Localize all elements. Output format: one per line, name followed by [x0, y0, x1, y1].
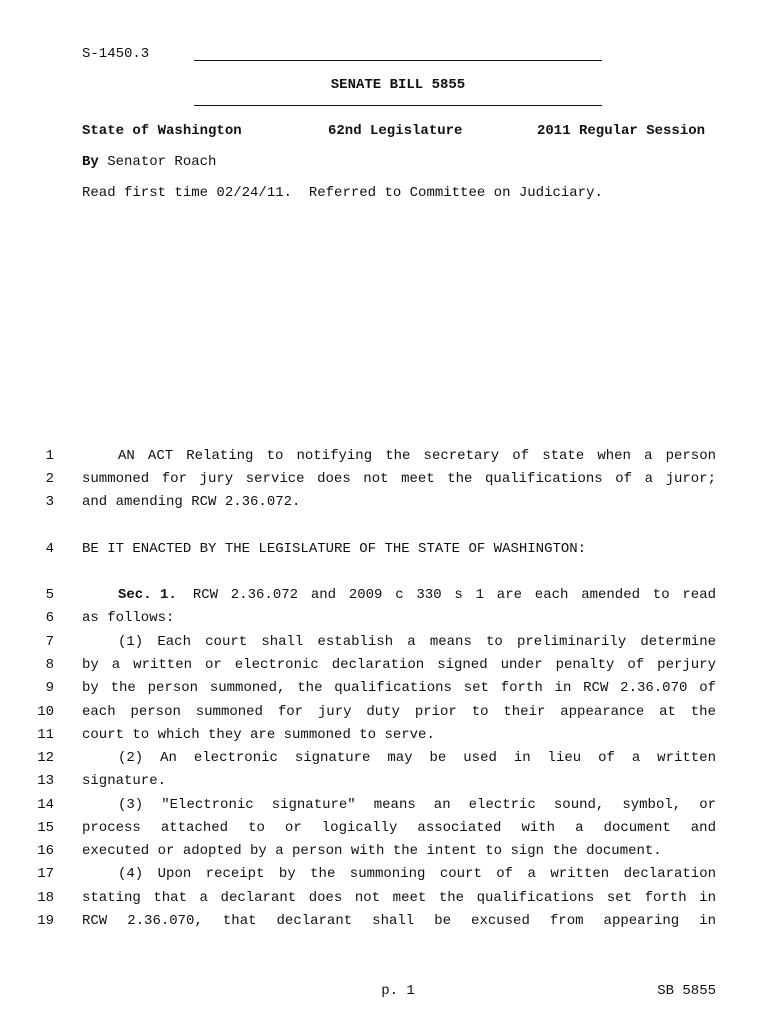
legislature-label: 62nd Legislature: [328, 123, 463, 139]
body-line: as follows:: [82, 610, 175, 626]
line-number: 19: [37, 913, 54, 929]
line-number: 12: [37, 750, 54, 766]
sponsor-line: [82, 154, 216, 171]
body-line: (3) "Electronic signature" means an electric sound, symbol, or: [118, 797, 716, 813]
line-number: 2: [45, 471, 54, 487]
state-label: State of Washington: [82, 123, 242, 139]
body-line: by the person summoned, the qualifications set forth in RCW 2.36.070 of: [82, 680, 716, 696]
line-number: 18: [37, 890, 54, 906]
header-rule-top: [194, 60, 602, 61]
body-line: executed or adopted by a person with the intent to sign the document.: [82, 843, 662, 859]
body-line: (2) An electronic signature may be used in lieu of a written: [118, 750, 716, 766]
body-line: court to which they are summoned to serve.: [82, 727, 435, 743]
bill-title: SENATE BILL 5855: [330, 77, 466, 93]
line-number: 1: [45, 448, 54, 464]
body-line: (4) Upon receipt by the summoning court of a written declaration: [118, 866, 716, 882]
body-line: process attached to or logically associated with a document and: [82, 820, 716, 836]
line-number: 9: [45, 680, 54, 696]
body-line: RCW 2.36.070, that declarant shall be excused from appearing in: [82, 913, 716, 929]
body-line: (1) Each court shall establish a means to preliminarily determine: [118, 634, 716, 650]
body-line: and amending RCW 2.36.072.: [82, 494, 301, 510]
line-number: 15: [37, 820, 54, 836]
line-number: 7: [45, 634, 54, 650]
body-line: each person summoned for jury duty prior to their appearance at the: [82, 704, 716, 720]
section-heading: Sec. 1.: [118, 587, 177, 603]
body-line: BE IT ENACTED BY THE LEGISLATURE OF THE STATE OF WASHINGTON:: [82, 541, 587, 557]
body-line: AN ACT Relating to notifying the secretary of state when a person: [118, 448, 716, 464]
body-line: signature.: [82, 773, 167, 789]
line-number: 6: [45, 610, 54, 626]
footer-bill-ref: SB 5855: [657, 983, 716, 999]
read-first-line: Read first time 02/24/11. Referred to Committee on Judiciary.: [82, 185, 603, 201]
sponsor-name: Senator Roach: [107, 154, 217, 170]
body-line: summoned for jury service does not meet the qualifications of a juror;: [82, 471, 716, 487]
sponsor-prefix: By: [82, 154, 99, 170]
line-number: 5: [45, 587, 54, 603]
line-number: 10: [37, 704, 54, 720]
line-number: 17: [37, 866, 54, 882]
body-line: by a written or electronic declaration signed under penalty of perjury: [82, 657, 716, 673]
line-number: 8: [45, 657, 54, 673]
line-number: 16: [37, 843, 54, 859]
line-number: 13: [37, 773, 54, 789]
line-number: 11: [37, 727, 54, 743]
page-number: p. 1: [381, 983, 415, 999]
body-line: stating that a declarant does not meet the qualifications set forth in: [82, 890, 716, 906]
line-number: 14: [37, 797, 54, 813]
line-number: 4: [45, 541, 54, 557]
section-line: [82, 587, 716, 604]
body-line: RCW 2.36.072 and 2009 c 330 s 1 are each amended to read: [192, 587, 716, 603]
document-id: S-1450.3: [82, 46, 150, 62]
session-label: 2011 Regular Session: [537, 123, 706, 139]
line-number: 3: [45, 494, 54, 510]
header-rule-bottom: [194, 105, 602, 106]
